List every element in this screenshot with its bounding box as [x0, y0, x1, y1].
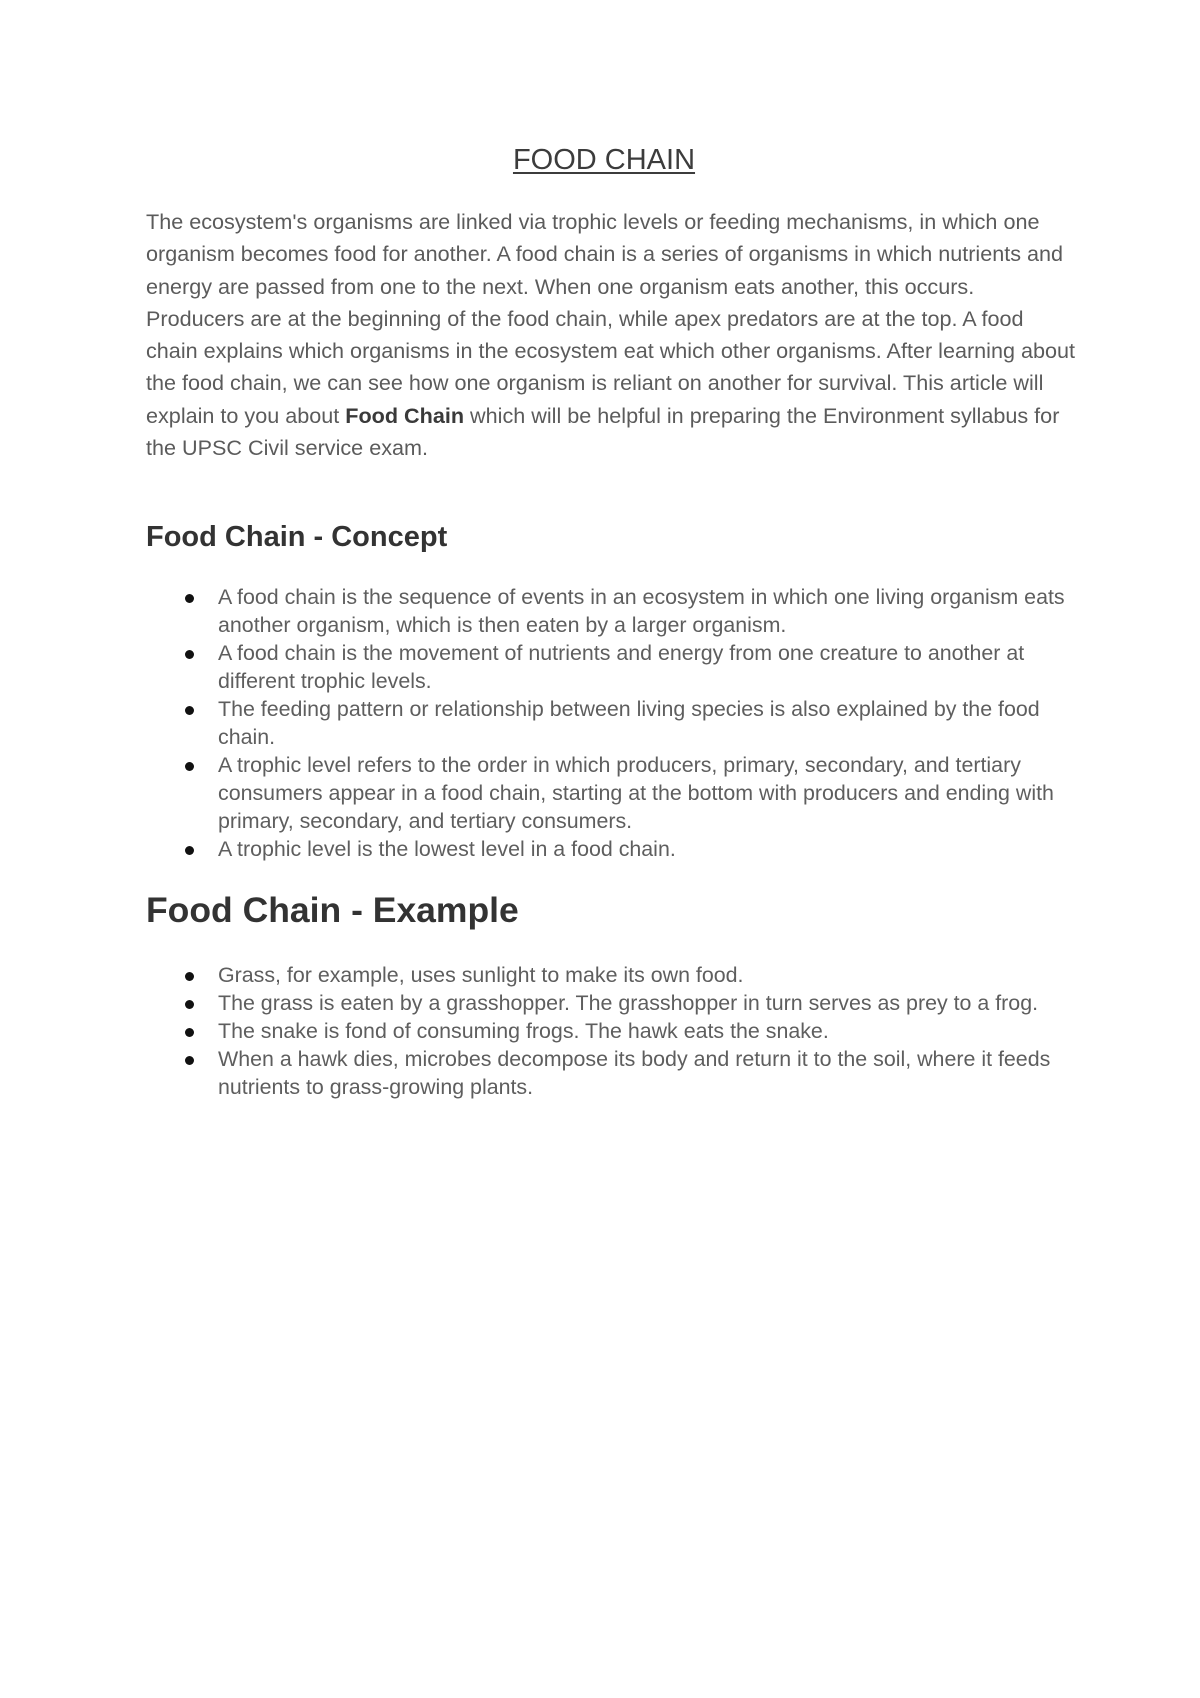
document-title-text: FOOD CHAIN [512, 144, 696, 176]
list-item-text: A trophic level refers to the order in which producers, primary, secondary, and tertiary consumers appear in a food chain, starting at the bottom with producers and ending with primary, secondary, and tertiary consumers. [218, 753, 1054, 833]
list-item-text: The snake is fond of consuming frogs. The hawk eats the snake. [218, 1019, 829, 1043]
list-item-text: A food chain is the sequence of events in an ecosystem in which one living organism eats another organism, which is then eaten by a larger organism. [218, 585, 1065, 637]
bullet-icon [185, 706, 194, 715]
intro-text-start: The ecosystem's organisms are linked via trophic levels or feeding mechanisms, in which one organism becomes food for another. A food chain is a series of organisms in which nutrients and energy are passed from one to the next. When one organism eats another, this occurs. Producers are at the beginning of the food chain, while apex predators are at the top. A food chain explains which organisms in the ecosystem eat which other organisms. After learning about the food chain, we can see how one organism is reliant on another for survival. This article will explain to you about [146, 209, 1076, 428]
intro-text-end: which will be helpful in preparing the Environment syllabus for the UPSC Civil service exam. [146, 402, 1060, 461]
bullet-icon [185, 972, 194, 981]
bullet-icon [185, 1000, 194, 1009]
list-item [146, 695, 1076, 751]
example-list [146, 961, 1076, 1101]
list-item-text: The grass is eaten by a grasshopper. The grasshopper in turn serves as prey to a frog. [218, 991, 1039, 1015]
list-item [146, 639, 1076, 695]
document-title [0, 143, 1200, 178]
example-heading: Food Chain - Example [146, 890, 519, 930]
list-item-text: Grass, for example, uses sunlight to make its own food. [218, 963, 744, 987]
concept-heading: Food Chain - Concept [146, 521, 448, 553]
list-item [146, 989, 1076, 1017]
concept-list [146, 583, 1076, 863]
list-item [146, 1045, 1076, 1101]
bullet-icon [185, 650, 194, 659]
list-item-text: When a hawk dies, microbes decompose its body and return it to the soil, where it feeds nutrients to grass-growing plants. [218, 1047, 1051, 1099]
list-item [146, 583, 1076, 639]
list-item-text: A trophic level is the lowest level in a food chain. [218, 837, 676, 861]
list-item [146, 835, 1076, 863]
bullet-icon [185, 1056, 194, 1065]
list-item [146, 1017, 1076, 1045]
list-item-text: A food chain is the movement of nutrients and energy from one creature to another at different trophic levels. [218, 641, 1025, 693]
bullet-icon [185, 594, 194, 603]
list-item [146, 751, 1076, 835]
list-item-text: The feeding pattern or relationship between living species is also explained by the food chain. [218, 697, 1040, 749]
bullet-icon [185, 1028, 194, 1037]
intro-paragraph [146, 206, 1076, 464]
intro-bold-term: Food Chain [345, 402, 465, 428]
list-item [146, 961, 1076, 989]
bullet-icon [185, 762, 194, 771]
bullet-icon [185, 846, 194, 855]
